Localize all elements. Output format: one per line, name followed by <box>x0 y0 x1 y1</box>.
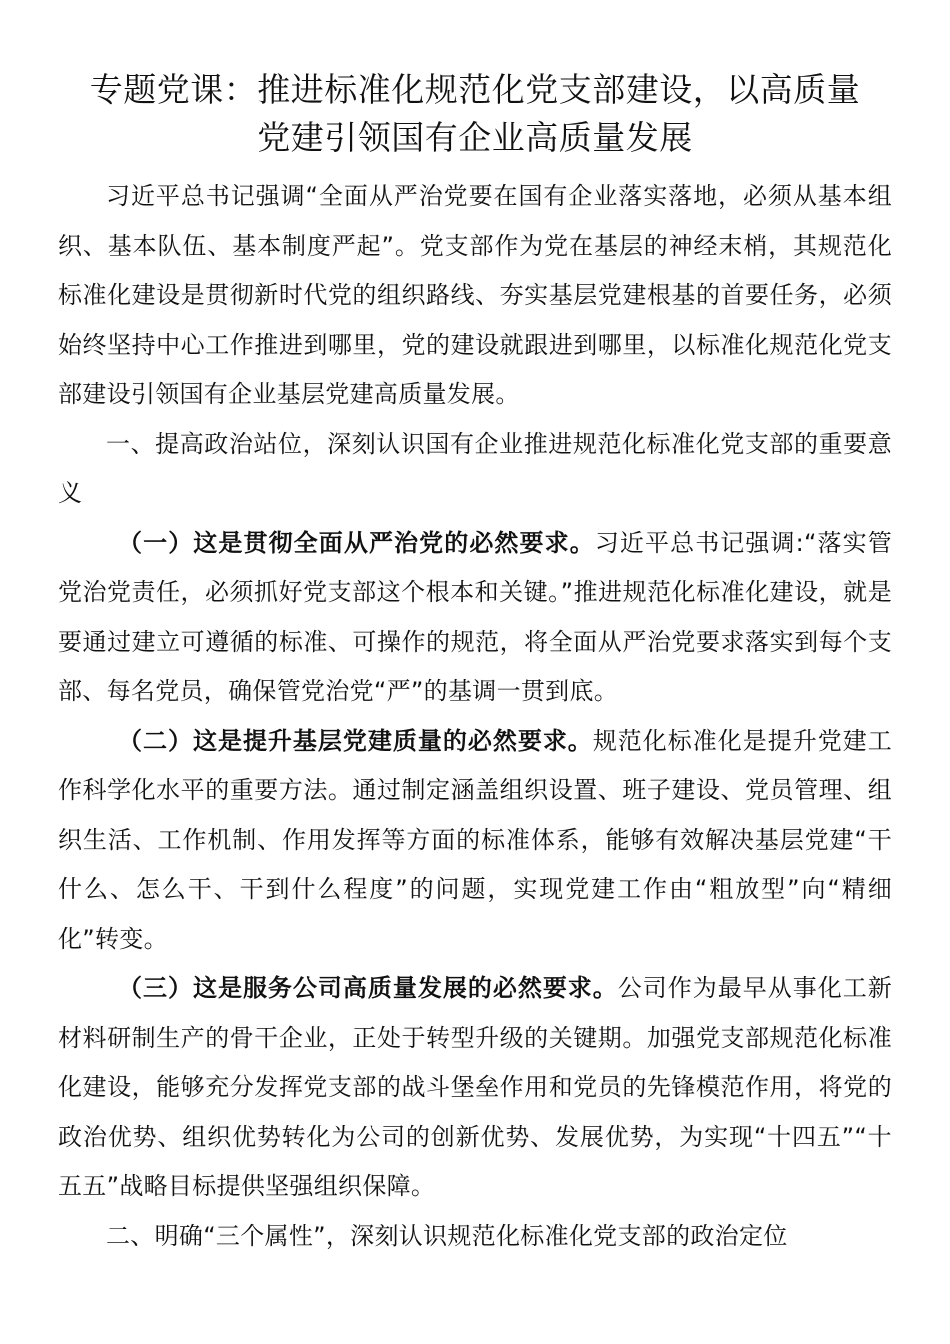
point-2-lead: （二）这是提升基层党建质量的必然要求。 <box>118 726 593 755</box>
section-1-heading: 一、提高政治站位，深刻认识国有企业推进规范化标准化党支部的重要意义 <box>58 429 892 507</box>
intro-paragraph: 习近平总书记强调“全面从严治党要在国有企业落实落地，必须从基本组织、基本队伍、基本制度严起”。党支部作为党在基层的神经末梢，其规范化标准化建设是贯彻新时代党的组织路线、夯实基层党建根基的首要任务，必须始终坚持中心工作推进到哪里，党的建设就跟进到哪里，以标准化规范化党支部建设引领国有企业基层党建高质量发展。 <box>58 182 892 408</box>
document-page <box>58 66 892 1261</box>
point-3-paragraph <box>58 964 892 1212</box>
point-2-paragraph <box>58 717 892 965</box>
document-title <box>58 66 892 162</box>
section-2-heading: 二、明确“三个属性”，深刻认识规范化标准化党支部的政治定位 <box>106 1221 788 1250</box>
point-2-body: 规范化标准化是提升党建工作科学化水平的重要方法。通过制定涵盖组织设置、班子建设、党员管理、组织生活、工作机制、作用发挥等方面的标准体系，能够有效解决基层党建“干什么、怎么干、干到什么程度”的问题，实现党建工作由“粗放型”向“精细化”转变。 <box>58 726 892 953</box>
title-line-2: 党建引领国有企业高质量发展 <box>257 118 693 157</box>
point-3-lead: （三）这是服务公司高质量发展的必然要求。 <box>118 974 618 1002</box>
point-1-paragraph <box>58 519 892 717</box>
title-line-1: 专题党课：推进标准化规范化党支部建设，以高质量 <box>89 70 861 109</box>
point-1-body: 习近平总书记强调:“落实管党治党责任，必须抓好党支部这个根本和关键。”推进规范化标准化建设，就是要通过建立可遵循的标准、可操作的规范，将全面从严治党要求落实到每个支部、每名党员，确保管党治党“严”的基调一贯到底。 <box>58 528 893 705</box>
point-1-lead: （一）这是贯彻全面从严治党的必然要求。 <box>118 528 595 557</box>
point-3-body: 公司作为最早从事化工新材料研制生产的骨干企业，正处于转型升级的关键期。加强党支部规范化标准化建设，能够充分发挥党支部的战斗堡垒作用和党员的先锋模范作用，将党的政治优势、组织优势转化为公司的创新优势、发展优势，为实现“十四五”“十五五”战略目标提供坚强组织保障。 <box>58 974 892 1200</box>
